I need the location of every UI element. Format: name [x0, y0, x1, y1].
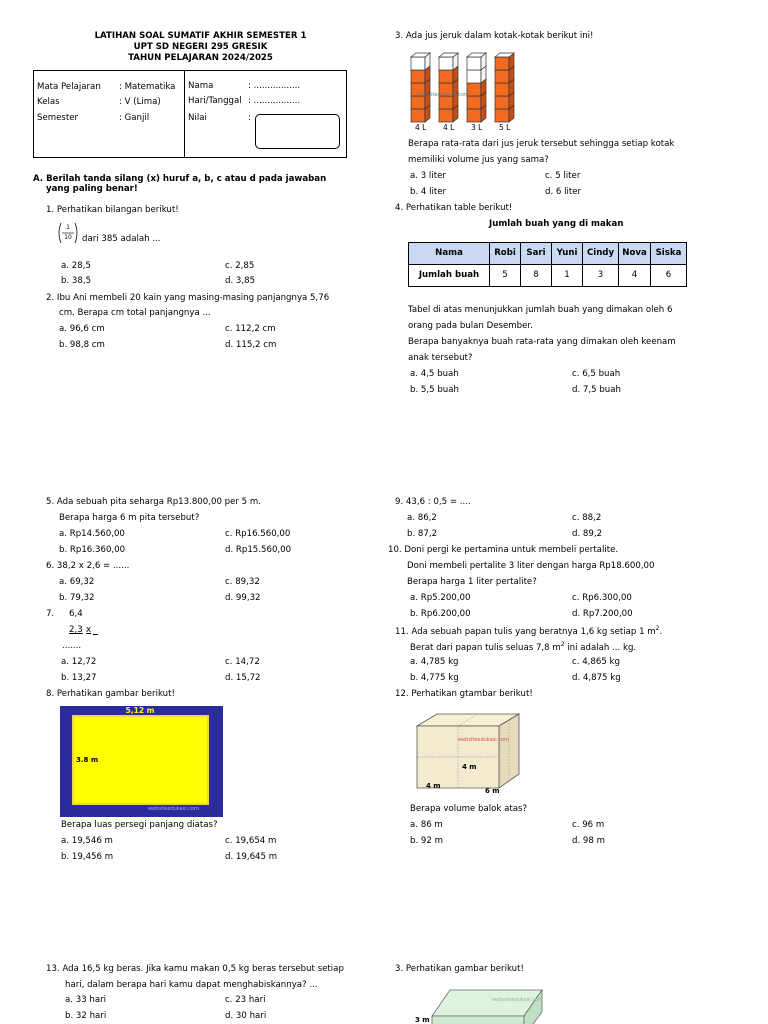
name-field[interactable]: : .................: [248, 81, 301, 91]
q13-line-1: 13. Ada 16,5 kg beras. Jika kamu makan 0,5 kg beras tersebut setiap: [46, 964, 344, 974]
q4-cell-siska: 6: [651, 265, 687, 287]
q3-box-4-segment: [495, 83, 509, 96]
semester-label: Semester: [37, 113, 79, 123]
q4-cell-robi: 5: [490, 265, 521, 287]
q12-text: 12. Perhatikan gtambar berikut!: [395, 689, 533, 699]
q11-line-2-sup: 2: [560, 641, 565, 648]
q1-fraction: [57, 222, 79, 244]
q4-option-b[interactable]: b. 5,5 buah: [410, 385, 459, 395]
q11-option-d[interactable]: d. 4,875 kg: [572, 673, 621, 683]
q14-text: 3. Perhatikan gambar berikut!: [395, 964, 524, 974]
q8-option-c[interactable]: c. 19,654 m: [225, 836, 277, 846]
q3-box-1-segment: [411, 57, 425, 70]
q13-option-a[interactable]: a. 33 hari: [65, 995, 107, 1005]
q7-bottom-operand: 2,3: [69, 625, 83, 635]
q8-side-label: 3.8 m: [76, 756, 99, 764]
q3-line-1: Berapa rata-rata dari jus jeruk tersebut sehingga setiap kotak: [408, 139, 675, 149]
q8-option-d[interactable]: d. 19,645 m: [225, 852, 278, 862]
q4-header-nova: Nova: [619, 243, 651, 265]
q3-juice-box-3: [467, 53, 486, 122]
q4-option-c[interactable]: c. 6,5 buah: [572, 369, 621, 379]
q3-box-1-segment: [411, 109, 425, 122]
q4-line-2: orang pada bulan Desember.: [408, 321, 533, 331]
q3-box-4-segment: [495, 109, 509, 122]
score-colon: :: [248, 113, 251, 123]
subject-value: : Matematika: [119, 82, 176, 92]
q10-option-c[interactable]: c. Rp6.300,00: [572, 593, 632, 603]
q2-line-2: cm. Berapa cm total panjangnya ...: [59, 308, 211, 318]
q10-line-1: 10. Doni pergi ke pertamina untuk membeli pertalite.: [388, 545, 619, 555]
q3-juice-box-1: [411, 53, 430, 122]
q5-line-2: Berapa harga 6 m pita tersebut?: [59, 513, 200, 523]
q12-cuboid-figure: [412, 708, 524, 800]
q11-line-1: [395, 626, 662, 636]
q4-header-robi: Robi: [490, 243, 521, 265]
subject-label: Mata Pelajaran: [37, 82, 101, 92]
q3-juice-box-4: [495, 53, 514, 122]
q1-option-b[interactable]: b. 38,5: [61, 276, 92, 286]
q4-option-a[interactable]: a. 4,5 buah: [410, 369, 459, 379]
q1-text: 1. Perhatikan bilangan berikut!: [46, 205, 179, 215]
q4-header-yuni: Yuni: [552, 243, 583, 265]
class-label: Kelas: [37, 97, 60, 107]
header-line-2: UPT SD NEGERI 295 GRESIK: [133, 42, 268, 52]
q4-option-d[interactable]: d. 7,5 buah: [572, 385, 621, 395]
q11-line-1-text: 11. Ada sebuah papan tulis yang beratnya 1,6 kg setiap 1 m: [395, 626, 656, 637]
q12-option-a[interactable]: a. 86 m: [410, 820, 443, 830]
q12-height-label: 4 m: [462, 763, 477, 771]
q1-numerator: 1: [66, 224, 70, 231]
q4-table-title: Jumlah buah yang di makan: [489, 219, 624, 229]
q9-option-c[interactable]: c. 88,2: [572, 513, 602, 523]
q11-option-c[interactable]: c. 4,865 kg: [572, 657, 620, 667]
q5-line-1: 5. Ada sebuah pita seharga Rp13.800,00 per 5 m.: [46, 497, 261, 507]
q8-text: 8. Perhatikan gambar berikut!: [46, 689, 175, 699]
score-label: Nilai: [188, 113, 207, 123]
q14-watermark: websiteedukasi.com: [492, 997, 543, 1003]
date-field[interactable]: : .................: [248, 96, 301, 106]
q3-box-4-segment: [495, 70, 509, 83]
q10-option-b[interactable]: b. Rp6.200,00: [410, 609, 471, 619]
q7-option-d[interactable]: d. 15,72: [225, 673, 261, 683]
q10-option-a[interactable]: a. Rp5.200,00: [410, 593, 471, 603]
q4-header-siska: Siska: [651, 243, 687, 265]
q7-option-a[interactable]: a. 12,72: [61, 657, 97, 667]
q3-box-label-2: 4 L: [443, 123, 455, 132]
class-value: : V (Lima): [119, 97, 161, 107]
q3-box-3-segment: [467, 83, 481, 96]
q8-option-a[interactable]: a. 19,546 m: [61, 836, 113, 846]
q4-header-cindy: Cindy: [583, 243, 619, 265]
q12-question: Berapa volume balok atas?: [410, 804, 528, 814]
q13-option-b[interactable]: b. 32 hari: [65, 1011, 107, 1021]
instruction-line-2: yang paling benar!: [46, 184, 138, 194]
q6-option-c[interactable]: c. 89,32: [225, 577, 260, 587]
q1-option-c[interactable]: c. 2,85: [225, 261, 255, 271]
q11-option-a[interactable]: a. 4,785 kg: [410, 657, 459, 667]
q11-line-2-end: ini adalah ... kg.: [564, 642, 637, 653]
q4-row-label: Jumlah buah: [409, 265, 490, 287]
q4-table: [408, 242, 687, 287]
q4-cell-yuni: 1: [552, 265, 583, 287]
score-box[interactable]: [255, 114, 340, 149]
q13-option-c[interactable]: c. 23 hari: [225, 995, 266, 1005]
q4-line-1: Tabel di atas menunjukkan jumlah buah yang dimakan oleh 6: [408, 305, 673, 315]
q4-header-name: Nama: [409, 243, 490, 265]
identity-divider: [184, 70, 185, 157]
date-label: Hari/Tanggal: [188, 96, 242, 106]
q3-box-label-3: 3 L: [471, 123, 483, 132]
q4-cell-cindy: 3: [583, 265, 619, 287]
q2-option-b[interactable]: b. 98,8 cm: [59, 340, 105, 350]
q10-option-d[interactable]: d. Rp7.200,00: [572, 609, 633, 619]
q4-text: 4. Perhatikan table berikut!: [395, 203, 513, 213]
q7-number: 7.: [46, 609, 55, 619]
q3-option-c[interactable]: c. 5 liter: [545, 171, 581, 181]
q2-option-c[interactable]: c. 112,2 cm: [225, 324, 276, 334]
q7-underline: [93, 634, 98, 635]
q3-option-a[interactable]: a. 3 liter: [410, 171, 446, 181]
q3-box-2-segment: [439, 109, 453, 122]
q3-juice-boxes: [408, 50, 523, 132]
q13-line-2: hari, dalam berapa hari kamu dapat menghabiskannya? ...: [65, 980, 318, 990]
q9-option-b[interactable]: b. 87,2: [407, 529, 438, 539]
q3-box-label-4: 5 L: [499, 123, 511, 132]
name-label: Nama: [188, 81, 214, 91]
q5-option-c[interactable]: c. Rp16.560,00: [225, 529, 291, 539]
q3-box-3-segment: [467, 57, 481, 70]
q11-line-1-end: .: [659, 626, 663, 637]
q5-option-d[interactable]: d. Rp15.560,00: [225, 545, 292, 555]
q3-box-2-segment: [439, 70, 453, 83]
q12-depth-label: 4 m: [426, 782, 441, 790]
q1-option-a[interactable]: a. 28,5: [61, 261, 91, 271]
q5-option-b[interactable]: b. Rp16.360,00: [59, 545, 126, 555]
q3-option-b[interactable]: b. 4 liter: [410, 187, 447, 197]
q13-option-d[interactable]: d. 30 hari: [225, 1011, 267, 1021]
q3-box-1-segment: [411, 70, 425, 83]
q2-option-a[interactable]: a. 96,6 cm: [59, 324, 105, 334]
instruction-line-1: A. Berilah tanda silang (x) huruf a, b, c atau d pada jawaban: [33, 174, 327, 184]
q4-cell-nova: 4: [619, 265, 651, 287]
q7-dots: .......: [62, 641, 82, 651]
q12-watermark: websiteedukasi.com: [458, 737, 509, 743]
q3-box-2-segment: [439, 57, 453, 70]
semester-value: : Ganjil: [119, 113, 150, 123]
q8-question: Berapa luas persegi panjang diatas?: [61, 820, 218, 830]
q11-option-b[interactable]: b. 4,775 kg: [410, 673, 459, 683]
q4-cell-sari: 8: [521, 265, 552, 287]
q2-line-1: 2. Ibu Ani membeli 20 kain yang masing-masing panjangnya 5,76: [46, 293, 330, 303]
q6-option-b[interactable]: b. 79,32: [59, 593, 95, 603]
q10-line-2: Doni membeli pertalite 3 liter dengan harga Rp18.600,00: [407, 561, 655, 571]
q6-option-a[interactable]: a. 69,32: [59, 577, 95, 587]
q4-header-sari: Sari: [521, 243, 552, 265]
q14-side-label: 3 m: [415, 1016, 430, 1024]
q1-option-d[interactable]: d. 3,85: [225, 276, 256, 286]
q3-watermark: websiteedukasi.com: [418, 92, 469, 98]
q10-line-3: Berapa harga 1 liter pertalite?: [407, 577, 537, 587]
q12-option-c[interactable]: c. 96 m: [572, 820, 605, 830]
q8-option-b[interactable]: b. 19,456 m: [61, 852, 114, 862]
q6-text: 6. 38,2 x 2,6 = ......: [46, 561, 130, 571]
q3-juice-box-2: [439, 53, 458, 122]
q3-box-labels: [415, 123, 511, 132]
q12-option-b[interactable]: b. 92 m: [410, 836, 443, 846]
q9-text: 9. 43,6 : 0,5 = ....: [395, 497, 471, 507]
q12-width-label: 6 m: [485, 787, 500, 795]
q4-line-3: Berapa banyaknya buah rata-rata yang dimakan oleh keenam: [408, 337, 676, 347]
header-line-1: LATIHAN SOAL SUMATIF AKHIR SEMESTER 1: [94, 31, 307, 41]
q7-option-c[interactable]: c. 14,72: [225, 657, 260, 667]
q4-line-4: anak tersebut?: [408, 353, 473, 363]
q11-line-2-text: Berat dari papan tulis seluas 7,8 m: [410, 642, 561, 653]
q8-top-label: 5,12 m: [125, 706, 155, 715]
q11-line-1-sup: 2: [655, 625, 660, 632]
q7-top-operand: 6,4: [69, 609, 83, 619]
q8-watermark: websiteedukasi.com: [148, 806, 199, 812]
q3-text: 3. Ada jus jeruk dalam kotak-kotak berikut ini!: [395, 31, 594, 41]
q3-box-4-segment: [495, 96, 509, 109]
q3-option-d[interactable]: d. 6 liter: [545, 187, 582, 197]
q7-option-b[interactable]: b. 13,27: [61, 673, 97, 683]
q3-box-3-segment: [467, 70, 481, 83]
q11-line-2: [410, 642, 636, 652]
q3-box-3-segment: [467, 109, 481, 122]
q1-denominator: 10: [64, 234, 72, 241]
q9-option-d[interactable]: d. 89,2: [572, 529, 603, 539]
q5-option-a[interactable]: a. Rp14.560,00: [59, 529, 125, 539]
q9-option-a[interactable]: a. 86,2: [407, 513, 437, 523]
q1-tail: dari 385 adalah ...: [82, 234, 161, 244]
q12-option-d[interactable]: d. 98 m: [572, 836, 605, 846]
q3-box-3-segment: [467, 96, 481, 109]
q3-box-label-1: 4 L: [415, 123, 427, 132]
q3-line-2: memiliki volume jus yang sama?: [408, 155, 549, 165]
q3-box-4-segment: [495, 57, 509, 70]
q6-option-d[interactable]: d. 99,32: [225, 593, 261, 603]
q7-operator: x: [86, 625, 92, 635]
header-line-3: TAHUN PELAJARAN 2024/2025: [128, 53, 273, 63]
q14-figure: [412, 976, 552, 1024]
q8-rectangle-figure: [60, 706, 223, 817]
q2-option-d[interactable]: d. 115,2 cm: [225, 340, 277, 350]
